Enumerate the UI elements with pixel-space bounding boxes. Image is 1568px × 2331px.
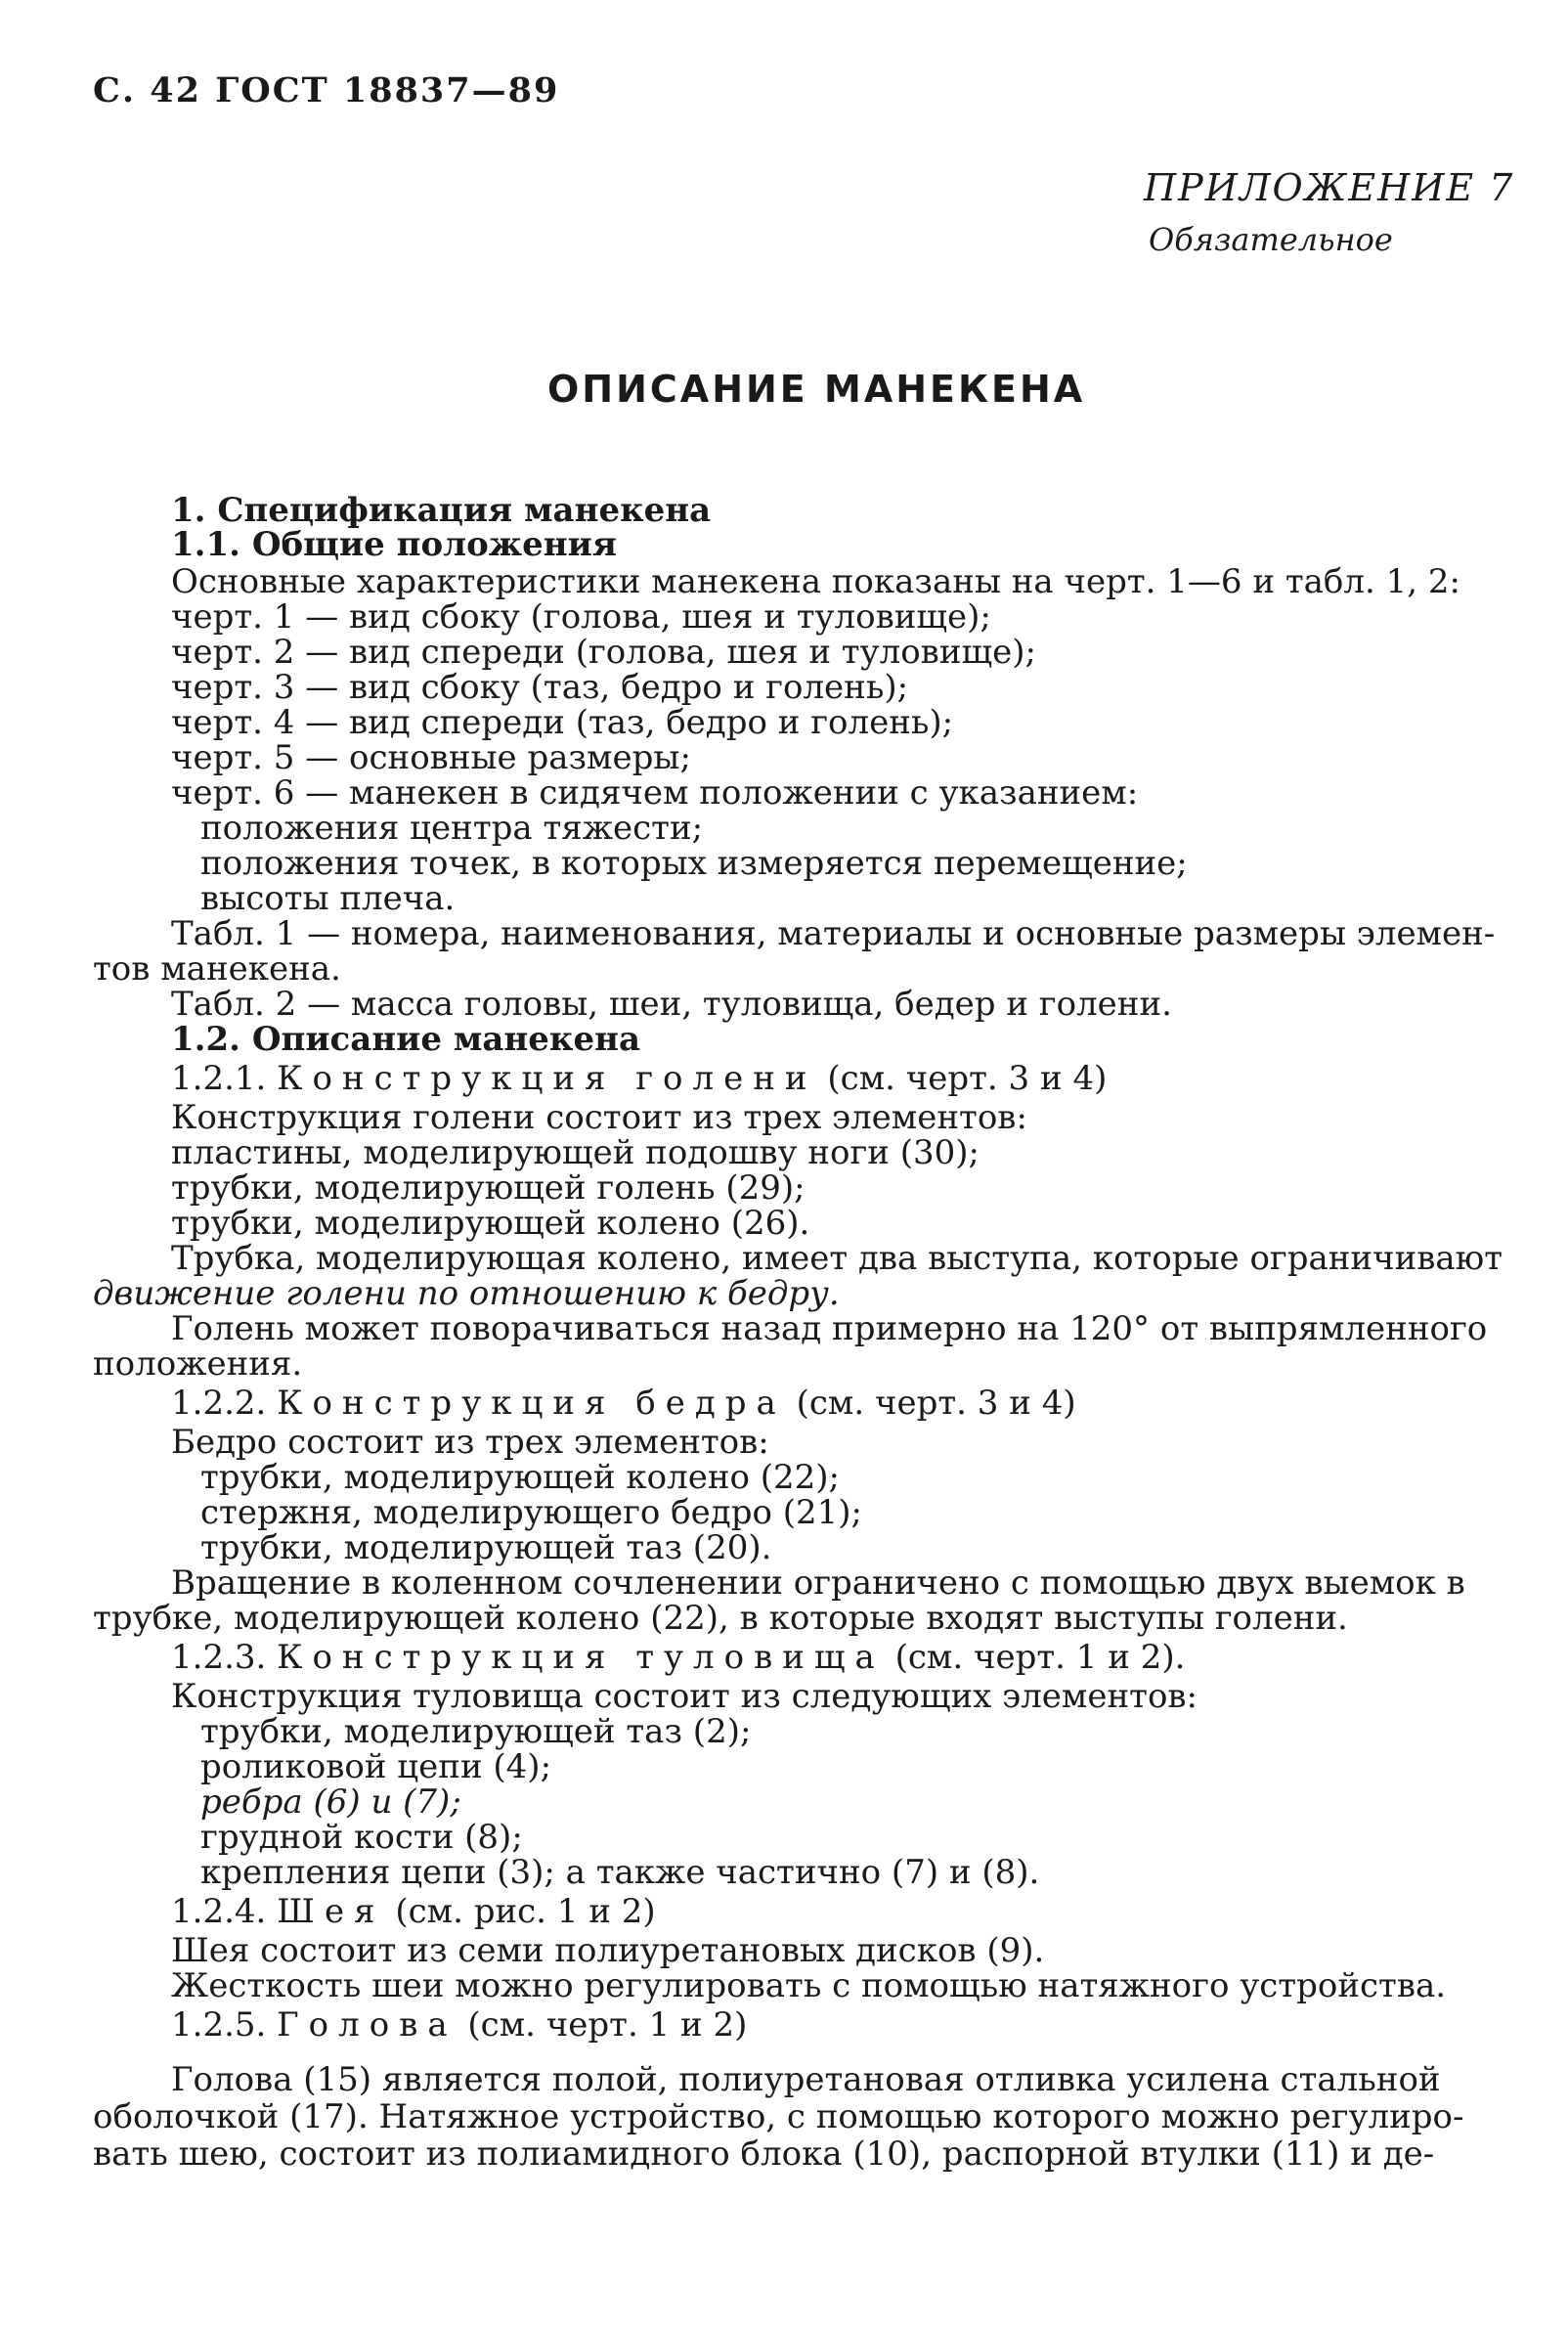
list-item: черт. 1 — вид сбоку (голова, шея и туловище); <box>171 597 991 637</box>
subsection-number: 1.2.5. <box>171 2005 267 2045</box>
list-item: черт. 3 — вид сбоку (таз, бедро и голень); <box>171 668 909 707</box>
text-line: трубке, моделирующей колено (22), в которые входят выступы голени. <box>93 1599 1348 1638</box>
subsection-ref: (см. черт. 3 и 4) <box>796 1384 1076 1423</box>
list-item: трубки, моделирующей голень (29); <box>171 1168 806 1208</box>
subsection-title: Голова <box>277 2005 457 2045</box>
subsection-heading <box>171 2005 748 2045</box>
subsection-ref: (см. рис. 1 и 2) <box>395 1892 656 1931</box>
text-line: вать шею, состоит из полиамидного блока (10), распорной втулки (11) и де- <box>93 2134 1435 2174</box>
text-line: Табл. 2 — масса головы, шеи, туловища, бедер и голени. <box>171 985 1172 1024</box>
text-line: оболочкой (17). Натяжное устройство, с помощью которого можно регулиро- <box>93 2097 1464 2136</box>
list-item: трубки, моделирующей таз (2); <box>200 1712 752 1751</box>
text-line: Бедро состоит из трех элементов: <box>171 1423 769 1462</box>
subsection-number: 1.2.2. <box>171 1384 267 1423</box>
text-line: Трубка, моделирующая колено, имеет два выступа, которые ограничивают <box>171 1239 1503 1278</box>
subsection-ref: (см. черт. 1 и 2). <box>894 1638 1186 1677</box>
subsection-heading <box>171 1892 656 1931</box>
list-item: пластины, моделирующей подошву ноги (30); <box>171 1133 980 1172</box>
text-line: Жесткость шеи можно регулировать с помощью натяжного устройства. <box>171 1966 1447 2005</box>
subsection-title: Шея <box>277 1892 385 1931</box>
subsection-ref: (см. черт. 1 и 2) <box>467 2005 748 2045</box>
subsection-number: 1.2.1. <box>171 1059 267 1098</box>
text-line: Голова (15) является полой, полиуретановая отливка усилена стальной <box>171 2060 1441 2099</box>
list-item: грудной кости (8); <box>200 1818 523 1857</box>
text-line: Основные характеристики манекена показаны на черт. 1—6 и табл. 1, 2: <box>171 562 1460 601</box>
list-item: стержня, моделирующего бедро (21); <box>200 1493 862 1532</box>
subsection-title: Конструкция бедра <box>277 1384 786 1423</box>
subsection-number: 1.2.3. <box>171 1638 267 1677</box>
text-line: тов манекена. <box>93 949 341 989</box>
list-item: роликовой цепи (4); <box>200 1747 552 1786</box>
subsection-number: 1.2.4. <box>171 1892 267 1931</box>
subsection-heading <box>171 1638 1186 1677</box>
subsection-heading <box>171 1059 1108 1098</box>
list-item: положения точек, в которых измеряется перемещение; <box>200 844 1188 883</box>
list-item: черт. 2 — вид спереди (голова, шея и туловище); <box>171 633 1036 672</box>
list-item: трубки, моделирующей колено (22); <box>200 1458 841 1497</box>
text-line: Шея состоит из семи полиуретановых дисков (9). <box>171 1931 1045 1970</box>
list-item: черт. 4 — вид спереди (таз, бедро и голень); <box>171 703 954 742</box>
text-line: Конструкция голени состоит из трех элементов: <box>171 1098 1027 1137</box>
subsection-heading <box>171 1384 1076 1423</box>
text-line: Конструкция туловища состоит из следующих элементов: <box>171 1677 1198 1716</box>
list-item: ребра (6) и (7); <box>200 1782 461 1822</box>
subsection-title: Конструкция туловища <box>277 1638 885 1677</box>
list-item: положения центра тяжести; <box>200 809 704 848</box>
appendix-label: ПРИЛОЖЕНИЕ 7 <box>1144 166 1515 209</box>
list-item: черт. 5 — основные размеры; <box>171 738 691 777</box>
appendix-status: Обязательное <box>1149 221 1393 258</box>
text-line: движение голени по отношению к бедру. <box>93 1274 840 1313</box>
text-line: Табл. 1 — номера, наименования, материалы и основные размеры элемен- <box>171 914 1496 953</box>
subsection-heading: 1.2. Описание манекена <box>171 1020 641 1059</box>
list-item: трубки, моделирующей таз (20). <box>200 1528 772 1567</box>
text-line: положения. <box>93 1344 303 1384</box>
text-line: Вращение в коленном сочленении ограничено с помощью двух выемок в <box>171 1563 1465 1603</box>
subsection-ref: (см. черт. 3 и 4) <box>827 1059 1108 1098</box>
section-heading: 1. Спецификация манекена <box>171 491 712 530</box>
list-item: трубки, моделирующей колено (26). <box>171 1204 810 1243</box>
text-line: Голень может поворачиваться назад примерно на 120° от выпрямленного <box>171 1309 1488 1348</box>
subsection-heading: 1.1. Общие положения <box>171 525 617 564</box>
list-item: крепления цепи (3); а также частично (7) и (8). <box>200 1853 1040 1892</box>
list-item: черт. 6 — манекен в сидячем положении с указанием: <box>171 773 1139 813</box>
document-title: ОПИСАНИЕ МАНЕКЕНА <box>547 368 1086 411</box>
subsection-title: Конструкция голени <box>277 1059 817 1098</box>
list-item: высоты плеча. <box>200 879 456 918</box>
page-header: С. 42 ГОСТ 18837—89 <box>93 70 560 110</box>
